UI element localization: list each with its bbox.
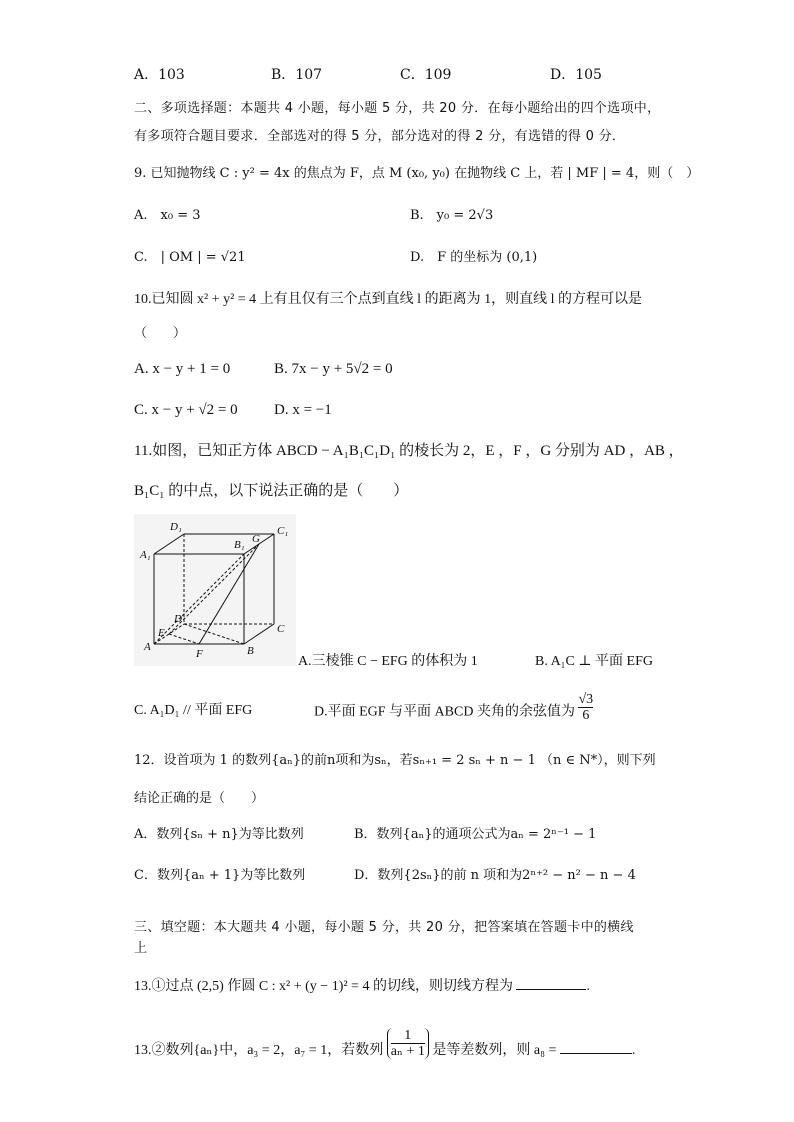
- section3-line2: 上: [134, 941, 148, 956]
- label-f: F: [196, 648, 203, 660]
- q12-option-d: D．数列{2sₙ}的前 n 项和为2ⁿ⁺² − n² − n − 4: [354, 868, 636, 883]
- label-a: A: [144, 641, 151, 653]
- q10-stem: 10.已知圆 x² + y² = 4 上有且仅有三个点到直线 l 的距离为 1，则直线 l 的方程可以是: [134, 292, 642, 307]
- q9-stem: 9. 已知抛物线 C : y² = 4x 的焦点为 F，点 M (x₀, y₀) 在抛物线 C 上，若 | MF | = 4，则（ ）: [134, 166, 700, 181]
- label-g: G: [252, 533, 260, 545]
- q10-paren: （ ）: [134, 326, 187, 341]
- q8-option-d: D．105: [550, 67, 602, 83]
- figure-background: [134, 514, 296, 666]
- fraction-denominator: 6: [578, 707, 593, 723]
- answer-blank-1[interactable]: [516, 977, 586, 990]
- section2-line1: 二、多项选择题：本题共 4 小题，每小题 5 分，共 20 分．在每小题给出的四个选项中，: [134, 101, 661, 116]
- cube-figure: [134, 514, 296, 666]
- q10-option-a: A. x − y + 1 = 0: [134, 361, 231, 377]
- label-d: D: [174, 613, 182, 625]
- q10-option-d: D. x = −1: [274, 402, 332, 418]
- q13-part2-end: .: [631, 1043, 636, 1058]
- q11-option-d-fraction: [578, 692, 593, 723]
- q12-option-b: B．数列{aₙ}的通项公式为aₙ = 2ⁿ⁻¹ − 1: [354, 827, 597, 842]
- q8-option-b: B．107: [271, 67, 323, 83]
- section3-line1: 三、填空题：本大题共 4 小题，每小题 5 分，共 20 分，把答案填在答题卡中的横线: [134, 920, 634, 935]
- q13-part2: [134, 1028, 636, 1060]
- label-d1: D₁: [170, 521, 182, 533]
- q12-option-c: C．数列{aₙ + 1}为等比数列: [134, 868, 306, 883]
- q12-stem-line1: 12．设首项为 1 的数列{aₙ}的前n项和为sₙ，若sₙ₊₁ = 2 sₙ + n − 1 （n ∈ N*），则下列: [134, 753, 656, 768]
- q8-option-c: C．109: [400, 67, 452, 83]
- q10-option-b: B. 7x − y + 5√2 = 0: [274, 361, 393, 377]
- q11-option-a: A.三棱锥 C − EFG 的体积为 1: [298, 654, 478, 669]
- section2-line2: 有多项符合题目要求．全部选对的得 5 分，部分选对的得 2 分，有选错的得 0 分．: [134, 129, 626, 144]
- q11-stem-line1: 11.如图，已知正方体 ABCD − A₁B₁C₁D₁ 的棱长为 2，E ，F ，G 分别为 AD ，AB ，: [134, 443, 684, 459]
- q11-option-d-text: D.平面 EGF 与平面 ABCD 夹角的余弦值为: [314, 704, 575, 720]
- label-b: B: [247, 645, 254, 657]
- label-e: E: [158, 627, 165, 639]
- q12-option-a: A．数列{sₙ + n}为等比数列: [134, 827, 304, 842]
- q9-option-d: D. F 的坐标为 (0,1): [410, 250, 538, 265]
- q13-part2-post: 是等差数列，则 a₈ =: [432, 1043, 557, 1058]
- q10-option-c: C. x − y + √2 = 0: [134, 402, 238, 418]
- q13-part1: [134, 977, 590, 996]
- q13-part1-end: .: [586, 979, 590, 994]
- q13-part2-pre: 13.②数列{aₙ}中，a₃ = 2，a₇ = 1，若数列: [134, 1043, 384, 1058]
- q12-stem-line2: 结论正确的是（ ）: [134, 791, 265, 806]
- label-c1: C₁: [277, 525, 289, 537]
- q8-option-a: A．103: [134, 67, 185, 83]
- q11-stem-line2: B₁C₁ 的中点，以下说法正确的是（ ）: [134, 483, 409, 499]
- q9-option-b: B. y₀ = 2√3: [410, 208, 494, 223]
- q13-part2-fraction: [387, 1028, 429, 1059]
- label-c: C: [277, 623, 285, 635]
- fraction-numerator: √3: [578, 692, 594, 707]
- label-a1: A₁: [140, 549, 151, 561]
- fraction-numerator: 1: [404, 1028, 412, 1044]
- label-b1: B₁: [234, 539, 245, 551]
- answer-blank-2[interactable]: [560, 1041, 632, 1054]
- q9-option-a: A. x₀ = 3: [134, 208, 201, 223]
- fraction-denominator: aₙ + 1: [390, 1044, 425, 1060]
- q11-option-c: C. A₁D₁ // 平面 EFG: [134, 703, 253, 718]
- q11-option-d: [314, 692, 594, 723]
- q11-option-b: B. A₁C ⊥ 平面 EFG: [535, 654, 654, 669]
- q13-part1-text: 13.①过点 (2,5) 作圆 C : x² + (y − 1)² = 4 的切线，则切线方程为: [134, 979, 513, 994]
- q9-option-c: C. | OM | = √21: [134, 250, 246, 265]
